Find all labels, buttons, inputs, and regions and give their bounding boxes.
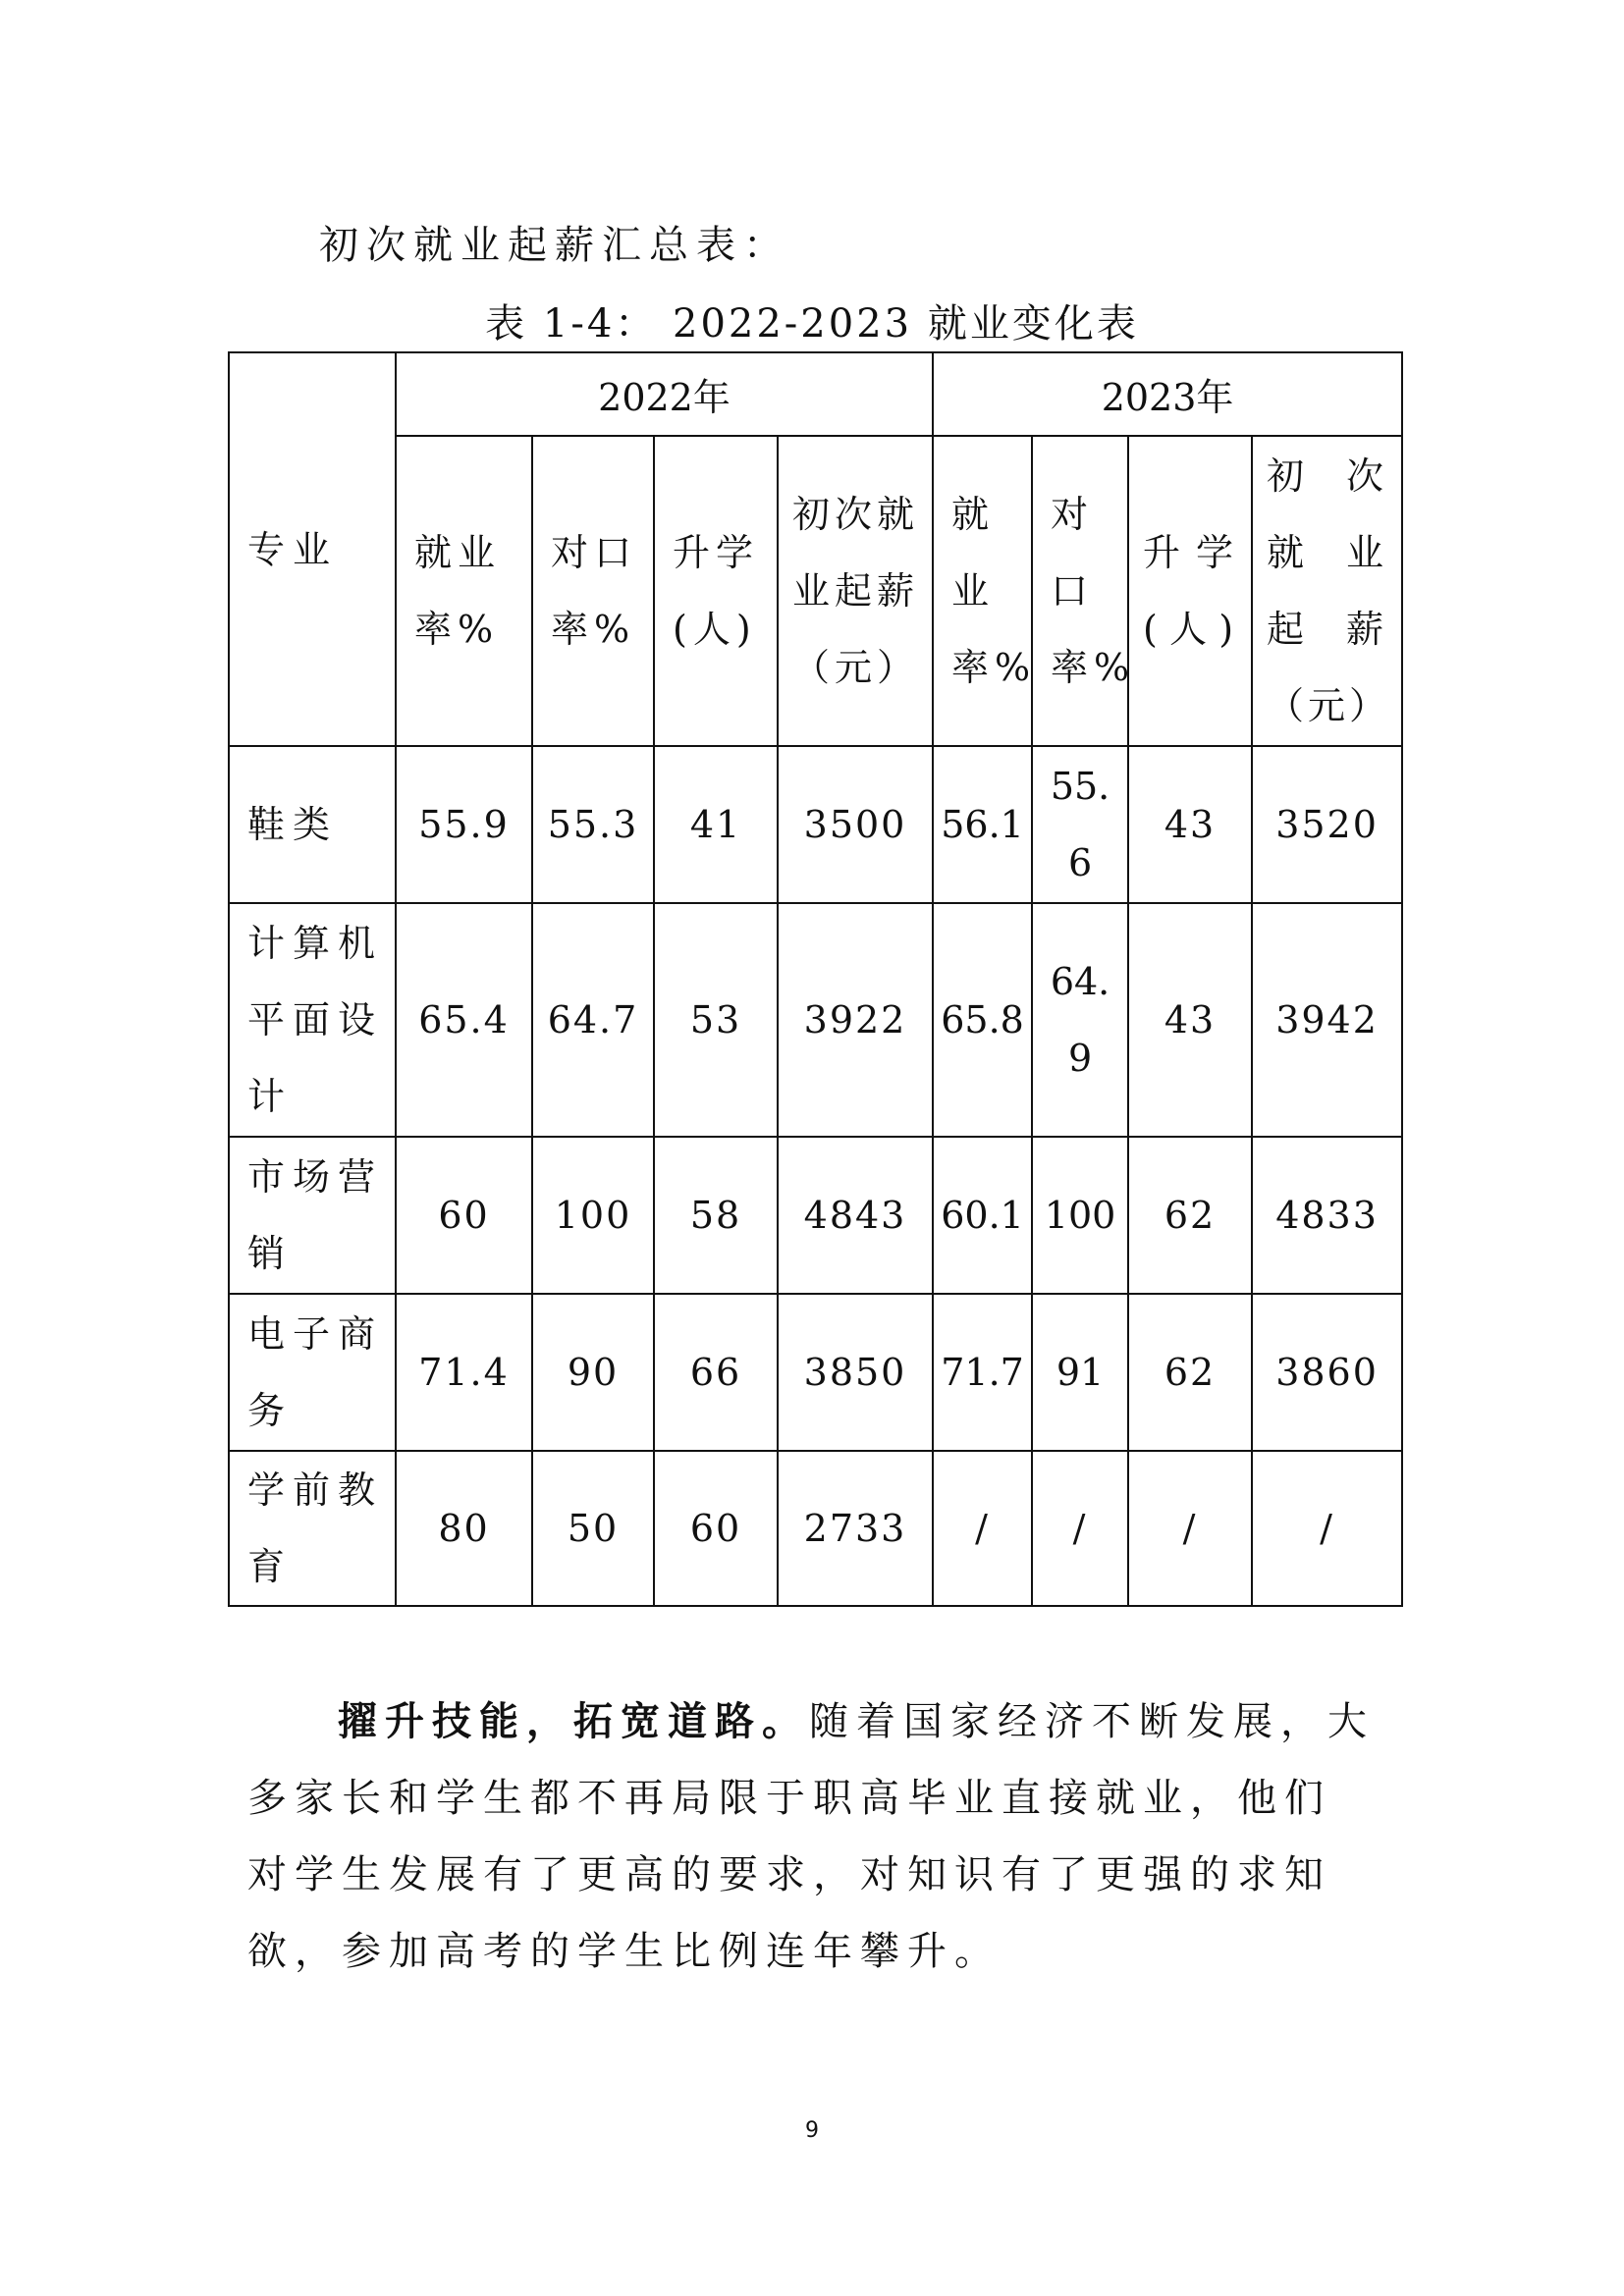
data-cell: / bbox=[933, 1451, 1032, 1606]
header-2022-starting-salary: 初次就业起薪（元） bbox=[778, 436, 933, 746]
data-cell: 50 bbox=[532, 1451, 654, 1606]
data-cell: / bbox=[1032, 1451, 1128, 1606]
data-cell: 3942 bbox=[1252, 903, 1402, 1137]
data-cell: 64.9 bbox=[1032, 903, 1128, 1137]
data-cell: / bbox=[1252, 1451, 1402, 1606]
paragraph-lead: 擢升技能，拓宽道路。 bbox=[338, 1699, 809, 1744]
employment-table bbox=[228, 351, 1403, 1607]
data-cell: 55.6 bbox=[1032, 746, 1128, 903]
data-cell: 66 bbox=[654, 1294, 778, 1451]
data-cell: 90 bbox=[532, 1294, 654, 1451]
data-cell: 58 bbox=[654, 1137, 778, 1294]
major-cell: 鞋类 bbox=[229, 746, 396, 903]
data-cell: 65.4 bbox=[396, 903, 532, 1137]
data-cell: 3922 bbox=[778, 903, 933, 1137]
data-cell: 100 bbox=[1032, 1137, 1128, 1294]
data-cell: 3500 bbox=[778, 746, 933, 903]
data-cell: 43 bbox=[1128, 746, 1252, 903]
data-cell: 56.1 bbox=[933, 746, 1032, 903]
data-cell: 60 bbox=[654, 1451, 778, 1606]
data-cell: 53 bbox=[654, 903, 778, 1137]
major-cell: 市场营销 bbox=[229, 1137, 396, 1294]
data-cell: 100 bbox=[532, 1137, 654, 1294]
table-row bbox=[229, 1451, 1402, 1606]
data-cell: 71.4 bbox=[396, 1294, 532, 1451]
major-cell: 电子商务 bbox=[229, 1294, 396, 1451]
header-2023-starting-salary: 初次就业起薪（元） bbox=[1252, 436, 1402, 746]
header-2023-match-rate: 对口率% bbox=[1032, 436, 1128, 746]
major-cell: 计算机平面设计 bbox=[229, 903, 396, 1137]
data-cell: 60.1 bbox=[933, 1137, 1032, 1294]
header-2023-further-study: 升学(人) bbox=[1128, 436, 1252, 746]
data-cell: 60 bbox=[396, 1137, 532, 1294]
data-cell: 62 bbox=[1128, 1137, 1252, 1294]
header-2022-employment-rate: 就业率% bbox=[396, 436, 532, 746]
data-cell: 3850 bbox=[778, 1294, 933, 1451]
major-cell: 学前教育 bbox=[229, 1451, 396, 1606]
data-cell: 3860 bbox=[1252, 1294, 1402, 1451]
paragraph-text: 随着国家经济不断发展，大多家长和学生都不再局限于职高毕业直接就业，他们对学生发展有了更高的要求，对知识有了更强的求知欲，参加高考的学生比例连年攀升。 bbox=[247, 1699, 1375, 1974]
year-2022-header: 2022年 bbox=[396, 352, 933, 436]
header-2022-further-study: 升学(人) bbox=[654, 436, 778, 746]
data-cell: 3520 bbox=[1252, 746, 1402, 903]
data-cell: 4833 bbox=[1252, 1137, 1402, 1294]
data-cell: 91 bbox=[1032, 1294, 1128, 1451]
data-cell: 62 bbox=[1128, 1294, 1252, 1451]
data-cell: 2733 bbox=[778, 1451, 933, 1606]
body-paragraph bbox=[247, 1683, 1377, 1990]
major-header: 专业 bbox=[229, 352, 396, 746]
header-2023-employment-rate: 就业率% bbox=[933, 436, 1032, 746]
table-row bbox=[229, 903, 1402, 1137]
table-row bbox=[229, 746, 1402, 903]
table-row bbox=[229, 1137, 1402, 1294]
data-cell: 65.8 bbox=[933, 903, 1032, 1137]
data-cell: 4843 bbox=[778, 1137, 933, 1294]
year-2023-header: 2023年 bbox=[933, 352, 1402, 436]
data-cell: / bbox=[1128, 1451, 1252, 1606]
table-caption: 表 1-4： 2022-2023 就业变化表 bbox=[485, 301, 1139, 347]
data-cell: 64.7 bbox=[532, 903, 654, 1137]
data-cell: 43 bbox=[1128, 903, 1252, 1137]
data-cell: 80 bbox=[396, 1451, 532, 1606]
intro-line: 初次就业起薪汇总表： bbox=[319, 223, 790, 268]
data-cell: 55.9 bbox=[396, 746, 532, 903]
page-number: 9 bbox=[805, 2118, 819, 2143]
table-row bbox=[229, 1294, 1402, 1451]
data-cell: 55.3 bbox=[532, 746, 654, 903]
header-2022-match-rate: 对口率% bbox=[532, 436, 654, 746]
data-cell: 41 bbox=[654, 746, 778, 903]
data-cell: 71.7 bbox=[933, 1294, 1032, 1451]
